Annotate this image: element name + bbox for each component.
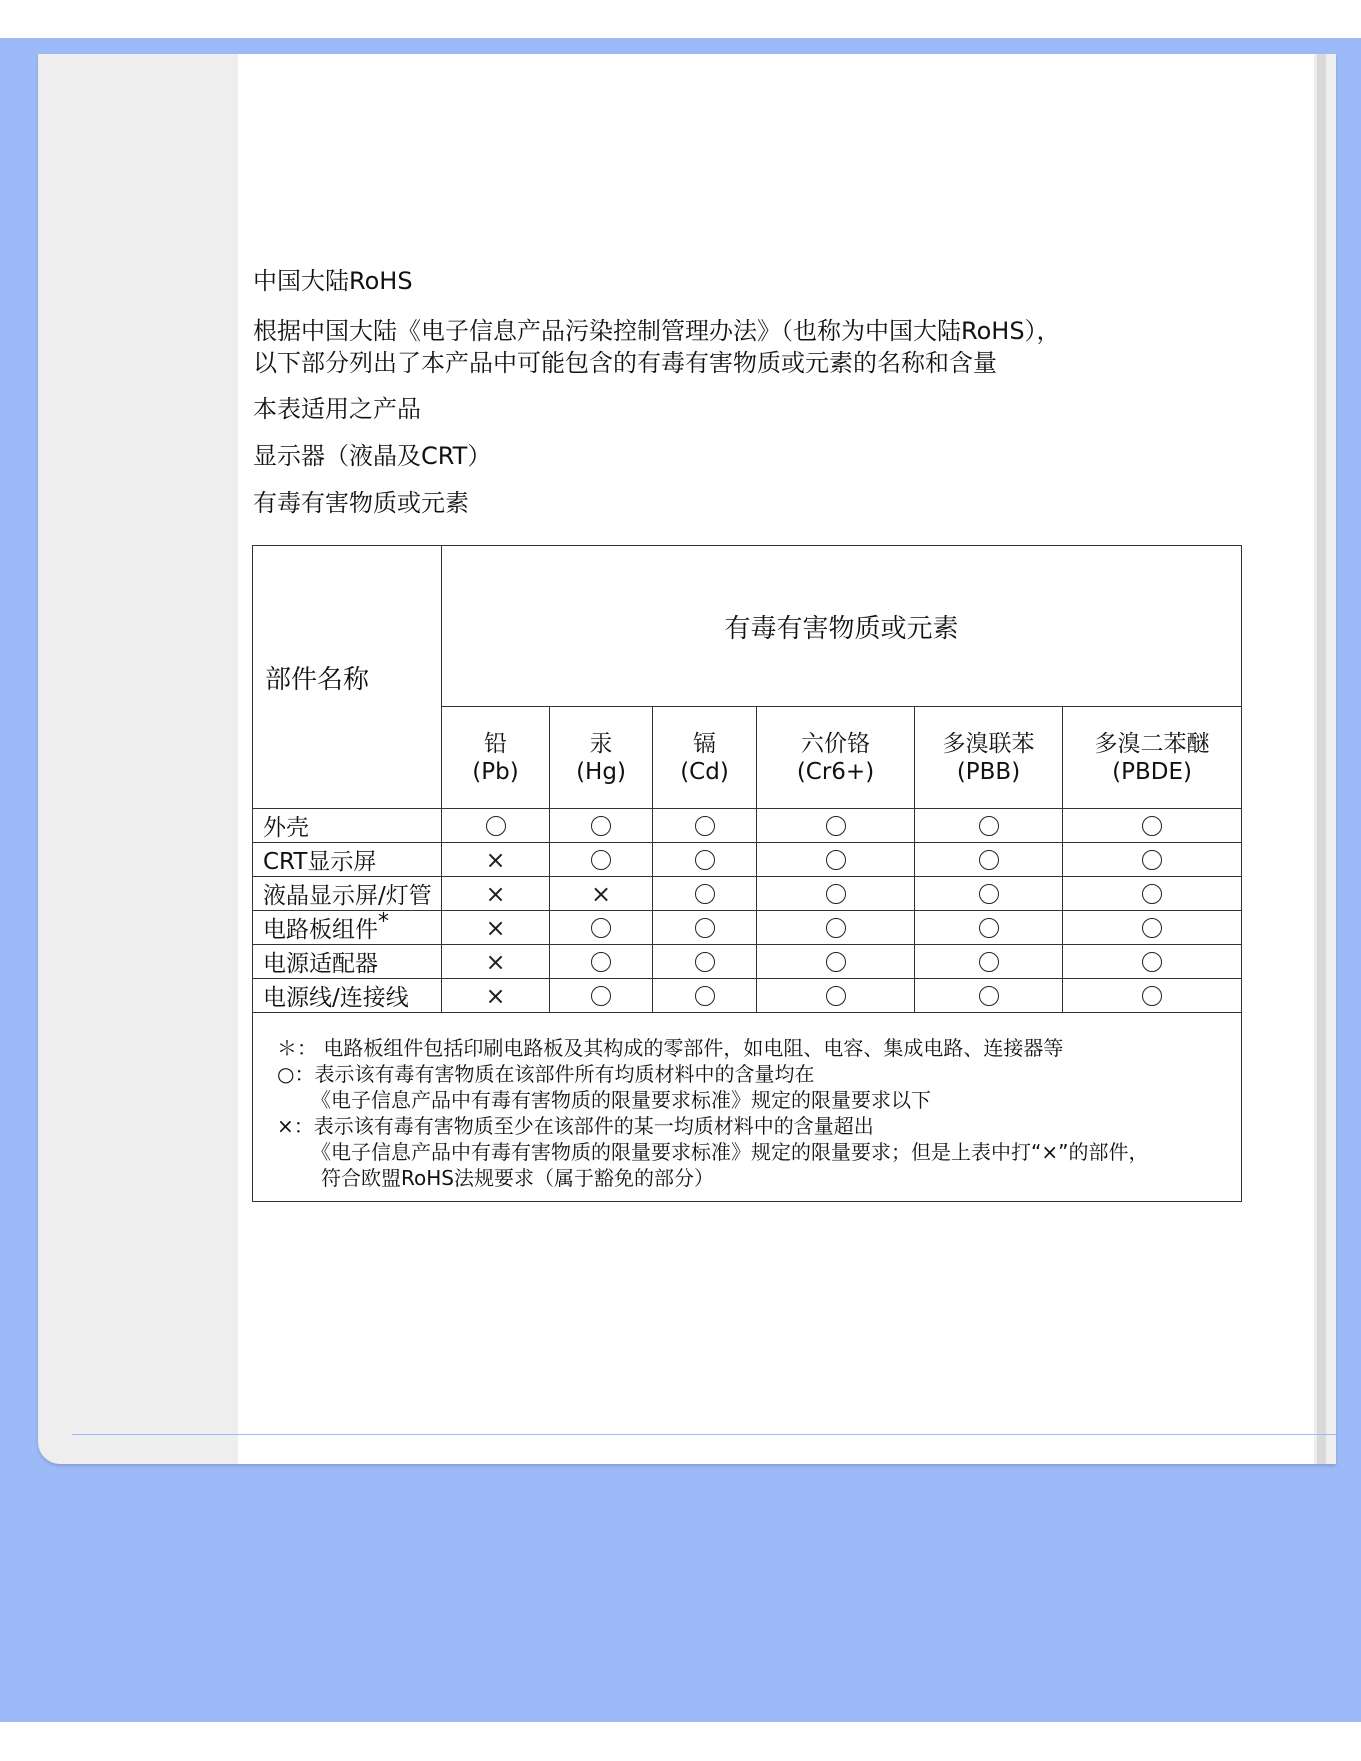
circle-mark-icon <box>486 816 506 836</box>
mark-cell <box>1063 809 1242 843</box>
circle-mark-icon <box>695 816 715 836</box>
substance-name: 铅 <box>484 730 507 757</box>
part-name-header: 部件名称 <box>253 546 442 809</box>
mark-cell <box>915 877 1063 911</box>
mark-cell <box>1063 979 1242 1013</box>
substance-header <box>757 707 915 809</box>
substance-header <box>653 707 757 809</box>
mark-cell <box>1063 911 1242 945</box>
circle-mark-icon <box>979 918 999 938</box>
scrollbar-thumb[interactable] <box>1317 54 1326 1464</box>
circle-mark-icon <box>1142 884 1162 904</box>
circle-mark-icon <box>591 952 611 972</box>
circle-mark-icon <box>826 918 846 938</box>
mark-cell <box>653 945 757 979</box>
cross-note-line-1: ×：表示该有毒有害物质至少在该部件的某一均质材料中的含量超出 <box>277 1114 874 1138</box>
mark-cell <box>915 945 1063 979</box>
part-name: 电源线/连接线 <box>263 985 409 1011</box>
mark-cell <box>550 877 653 911</box>
circle-mark-icon <box>979 986 999 1006</box>
substance-header <box>550 707 653 809</box>
substance-header <box>1063 707 1242 809</box>
part-name-cell <box>253 979 442 1013</box>
circle-mark-icon <box>695 986 715 1006</box>
part-name: 电路板组件 <box>263 917 378 943</box>
circle-mark-icon <box>979 816 999 836</box>
mark-cell <box>442 877 550 911</box>
star-note: ＊： 电路板组件包括印刷电路板及其构成的零部件，如电阻、电容、集成电路、连接器等 <box>277 1036 1064 1060</box>
substance-header <box>442 707 550 809</box>
circle-note-line-1: ○：表示该有毒有害物质在该部件所有均质材料中的含量均在 <box>277 1062 815 1086</box>
cross-mark-icon: × <box>485 880 506 908</box>
circle-mark-icon <box>591 850 611 870</box>
cross-mark-icon: × <box>590 880 612 908</box>
circle-mark-icon <box>1142 850 1162 870</box>
circle-mark-icon <box>695 918 715 938</box>
mark-cell <box>653 809 757 843</box>
mark-cell <box>550 945 653 979</box>
part-name: CRT显示屏 <box>263 849 377 875</box>
footer-divider <box>72 1434 1336 1435</box>
part-name: 电源适配器 <box>263 951 378 977</box>
mark-cell <box>757 979 915 1013</box>
mark-cell <box>915 809 1063 843</box>
mark-cell <box>757 945 915 979</box>
mark-cell <box>915 843 1063 877</box>
circle-mark-icon <box>591 918 611 938</box>
substance-header <box>915 707 1063 809</box>
footnote-asterisk: * <box>378 909 389 935</box>
cross-mark-icon: × <box>485 914 506 942</box>
circle-mark-icon <box>1142 952 1162 972</box>
circle-mark-icon <box>695 884 715 904</box>
table-heading: 有毒有害物质或元素 <box>253 489 469 517</box>
mark-cell <box>1063 843 1242 877</box>
mark-cell <box>653 911 757 945</box>
mark-cell <box>653 979 757 1013</box>
intro-line-1: 根据中国大陆《电子信息产品污染控制管理办法》（也称为中国大陆RoHS）， <box>253 317 1061 345</box>
circle-mark-icon <box>979 952 999 972</box>
mark-cell <box>442 979 550 1013</box>
cross-note-line-3: 符合欧盟RoHS法规要求（属于豁免的部分） <box>321 1166 714 1190</box>
circle-mark-icon <box>591 986 611 1006</box>
substance-symbol: (PBDE) <box>1112 758 1192 785</box>
part-name-cell <box>253 911 442 945</box>
substance-name: 多溴二苯醚 <box>1094 730 1210 757</box>
table-body <box>253 809 1242 1013</box>
mark-cell <box>757 911 915 945</box>
table-row <box>253 809 1242 843</box>
part-name-cell <box>253 809 442 843</box>
mark-cell <box>757 843 915 877</box>
part-name: 液晶显示屏/灯管 <box>263 883 432 909</box>
mark-cell <box>550 911 653 945</box>
circle-mark-icon <box>979 850 999 870</box>
substance-symbol: (PBB) <box>956 758 1021 785</box>
substance-symbol: (Hg) <box>576 758 626 785</box>
mark-cell <box>915 979 1063 1013</box>
scope-value: 显示器（液晶及CRT） <box>253 442 492 470</box>
substance-name: 汞 <box>589 730 613 757</box>
table-notes <box>253 1013 1242 1202</box>
vertical-scrollbar[interactable] <box>1314 54 1336 1464</box>
table-row <box>253 979 1242 1013</box>
cross-mark-icon: × <box>485 948 506 976</box>
circle-mark-icon <box>826 850 846 870</box>
mark-cell <box>550 809 653 843</box>
hazardous-substance-table <box>252 545 1242 1202</box>
substance-group-header: 有毒有害物质或元素 <box>442 546 1242 707</box>
circle-mark-icon <box>826 816 846 836</box>
document-title: 中国大陆RoHS <box>253 267 413 295</box>
circle-mark-icon <box>695 952 715 972</box>
cross-note-line-2: 《电子信息产品中有毒有害物质的限量要求标准》规定的限量要求；但是上表中打“×”的部件， <box>311 1140 1149 1164</box>
circle-mark-icon <box>591 816 611 836</box>
table-row <box>253 843 1242 877</box>
mark-cell <box>757 877 915 911</box>
intro-line-2: 以下部分列出了本产品中可能包含的有毒有害物质或元素的名称和含量 <box>253 349 997 377</box>
mark-cell <box>442 843 550 877</box>
circle-mark-icon <box>826 986 846 1006</box>
circle-mark-icon <box>695 850 715 870</box>
mark-cell <box>1063 877 1242 911</box>
part-name-cell <box>253 843 442 877</box>
circle-mark-icon <box>1142 918 1162 938</box>
table-row <box>253 877 1242 911</box>
mark-cell <box>653 877 757 911</box>
substance-name: 多溴联苯 <box>942 730 1035 757</box>
mark-cell <box>550 843 653 877</box>
mark-cell <box>442 945 550 979</box>
substance-symbol: (Pb) <box>472 758 519 785</box>
circle-mark-icon <box>826 952 846 972</box>
substance-symbol: (Cd) <box>680 758 729 785</box>
circle-note-line-2: 《电子信息产品中有毒有害物质的限量要求标准》规定的限量要求以下 <box>311 1088 931 1112</box>
mark-cell <box>915 911 1063 945</box>
table-row <box>253 911 1242 945</box>
cross-mark-icon: × <box>485 982 506 1010</box>
mark-cell <box>442 809 550 843</box>
circle-mark-icon <box>1142 816 1162 836</box>
mark-cell <box>757 809 915 843</box>
substance-symbol: (Cr6+) <box>796 758 875 785</box>
mark-cell <box>550 979 653 1013</box>
cross-mark-icon: × <box>485 846 506 874</box>
circle-mark-icon <box>826 884 846 904</box>
circle-mark-icon <box>979 884 999 904</box>
scope-heading: 本表适用之产品 <box>253 395 421 423</box>
mark-cell <box>442 911 550 945</box>
substance-name: 六价铬 <box>801 730 870 757</box>
part-name: 外壳 <box>263 815 309 841</box>
part-name-cell <box>253 945 442 979</box>
mark-cell <box>1063 945 1242 979</box>
part-name-cell <box>253 877 442 911</box>
circle-mark-icon <box>1142 986 1162 1006</box>
substance-name: 镉 <box>693 730 716 757</box>
mark-cell <box>653 843 757 877</box>
table-row <box>253 945 1242 979</box>
